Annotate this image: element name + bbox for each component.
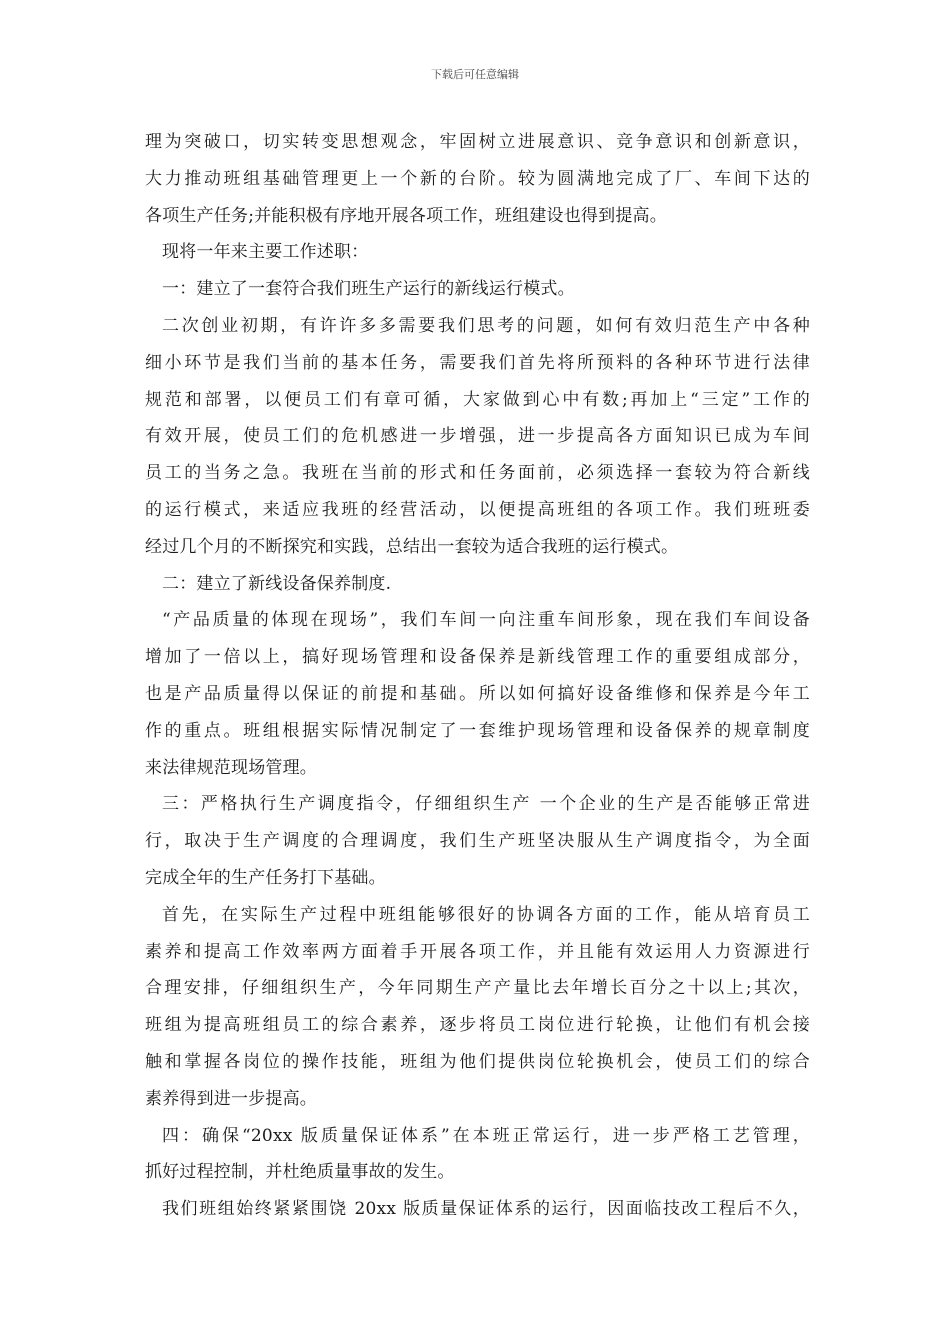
text-line: 一：建立了一套符合我们班生产运行的新线运行模式。 (162, 279, 575, 300)
text-line: 员工的当务之急。我班在当前的形式和任务面前，必须选择一套较为符合新线 (145, 463, 810, 484)
text-line: 增加了一倍以上，搞好现场管理和设备保养是新线管理工作的重要组成部分， (145, 647, 810, 668)
text-line: 来法律规范现场管理。 (145, 757, 317, 778)
text-line: 的运行模式，来适应我班的经营活动，以便提高班组的各项工作。我们班班委 (145, 499, 810, 520)
text-line: 理为突破口，切实转变思想观念，牢固树立进展意识、竞争意识和创新意识， (145, 132, 810, 152)
text-line: 我们班组始终紧紧围饶 20xx 版质量保证体系的运行，因面临技改工程后不久， (162, 1199, 810, 1220)
text-line: 二：建立了新线设备保养制度. (162, 573, 392, 594)
text-line: 四：确保“20xx 版质量保证体系”在本班正常运行，进一步严格工艺管理， (162, 1125, 810, 1146)
text-line: 完成全年的生产任务打下基础。 (145, 867, 386, 888)
text-line: 也是产品质量得以保证的前提和基础。所以如何搞好设备维修和保养是今年工 (145, 683, 810, 704)
document-body (145, 124, 810, 1228)
page-header: 下载后可任意编辑 (431, 68, 519, 81)
text-line: 规范和部署，以便员工们有章可循，大家做到心中有数;再加上“三定”工作的 (145, 389, 810, 410)
text-line: 细小环节是我们当前的基本任务，需要我们首先将所预料的各种环节进行法律 (145, 352, 810, 373)
text-line: 素养得到进一步提高。 (145, 1088, 317, 1109)
text-line: 大力推动班组基础管理更上一个新的台阶。较为圆满地完成了厂、车间下达的 (145, 168, 810, 189)
text-line: 合理安排，仔细组织生产，今年同期生产产量比去年增长百分之十以上;其次， (145, 978, 810, 999)
text-line: 二次创业初期，有许许多多需要我们思考的问题，如何有效归范生产中各种 (162, 315, 810, 336)
text-line: 各项生产任务;并能积极有序地开展各项工作，班组建设也得到提高。 (145, 205, 667, 226)
text-line: 有效开展，使员工们的危机感进一步增强，进一步提高各方面知识已成为车间 (145, 426, 810, 447)
text-line: 抓好过程控制，并杜绝质量事故的发生。 (145, 1162, 455, 1183)
text-line: 作的重点。班组根据实际情况制定了一套维护现场管理和设备保养的规章制度 (145, 720, 810, 741)
text-line: 经过几个月的不断探究和实践，总结出一套较为适合我班的运行模式。 (145, 536, 679, 557)
text-line: 班组为提高班组员工的综合素养，逐步将员工岗位进行轮换，让他们有机会接 (145, 1015, 810, 1036)
text-line: 行，取决于生产调度的合理调度，我们生产班坚决服从生产调度指令，为全面 (145, 831, 810, 852)
text-line: 现将一年来主要工作述职： (162, 242, 369, 263)
text-line: 素养和提高工作效率两方面着手开展各项工作，并且能有效运用人力资源进行 (145, 941, 810, 962)
text-line: 三：严格执行生产调度指令，仔细组织生产 一个企业的生产是否能够正常进 (162, 794, 810, 815)
text-line: 触和掌握各岗位的操作技能，班组为他们提供岗位轮换机会，使员工们的综合 (145, 1051, 810, 1072)
text-line: “产品质量的体现在现场”，我们车间一向注重车间形象，现在我们车间设备 (162, 610, 810, 631)
text-line: 首先，在实际生产过程中班组能够很好的协调各方面的工作，能从培育员工 (162, 904, 810, 925)
